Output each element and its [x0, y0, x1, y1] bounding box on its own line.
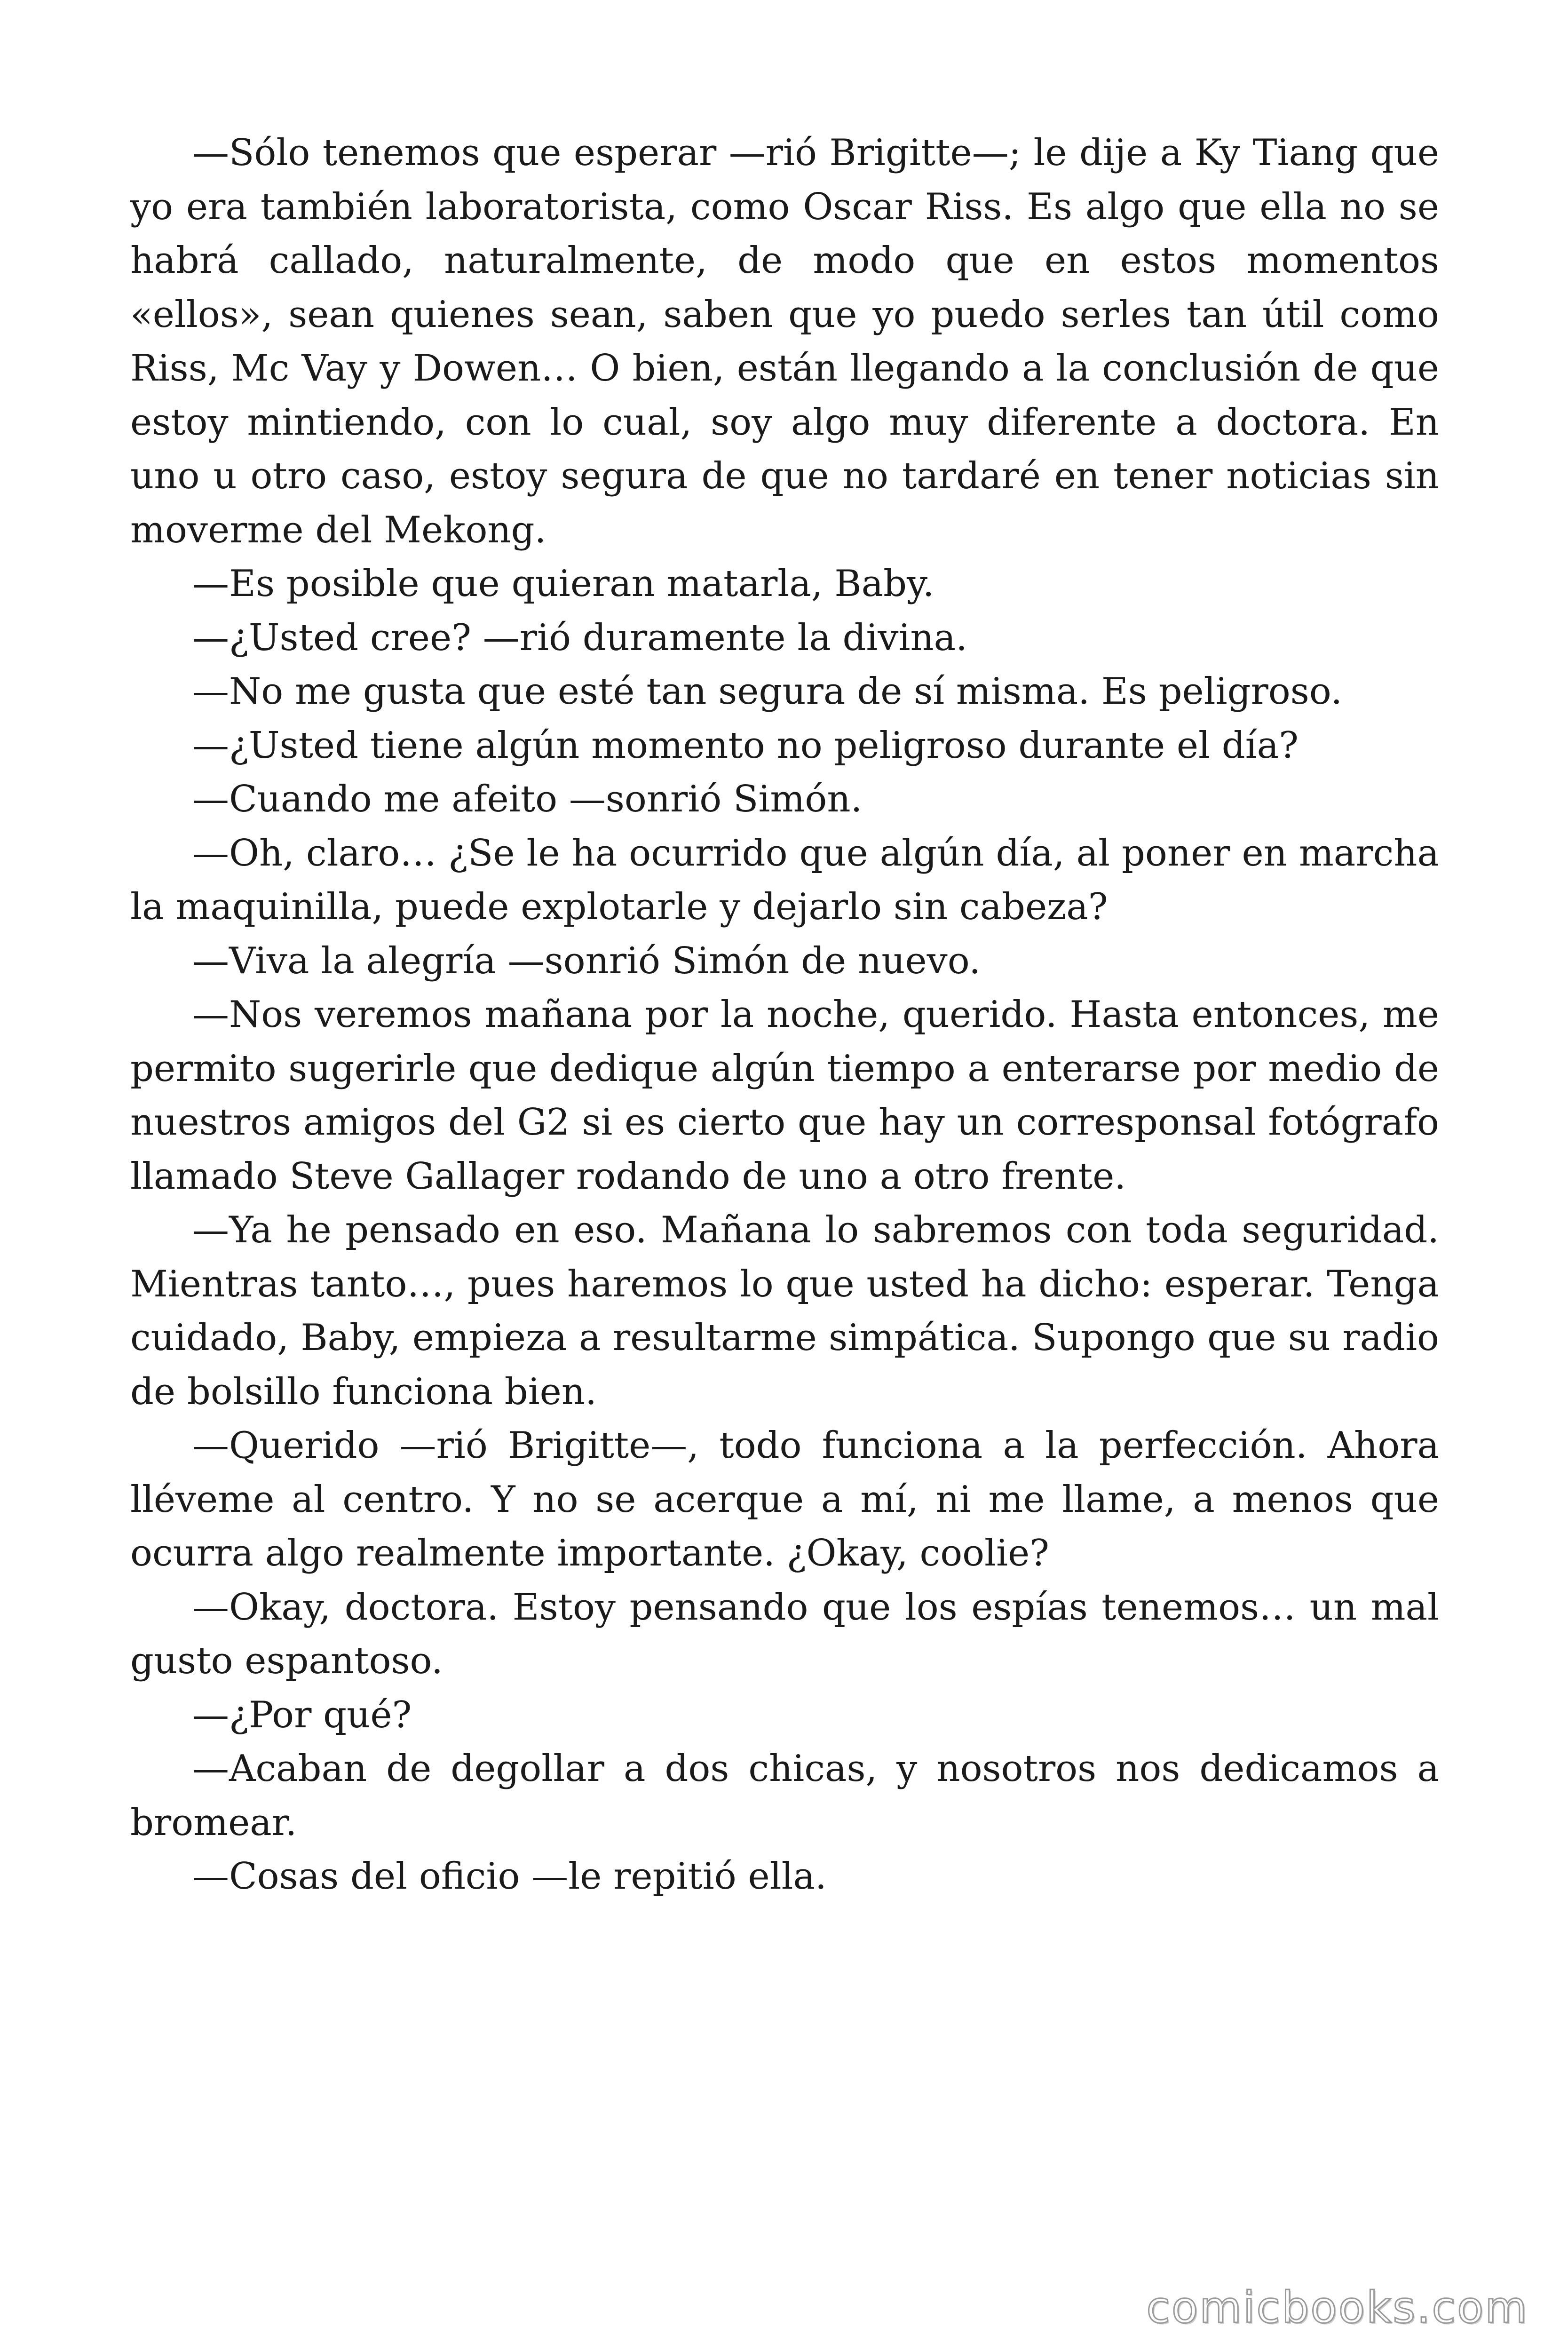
paragraph: —Ya he pensado en eso. Mañana lo sabremos con toda seguridad. Mientras tanto…, pues haremos lo que usted ha dicho: esperar. Tenga cuidado, Baby, empieza a resultarme simpática. Supongo que su radio de bolsillo funciona bien.	[130, 1209, 1439, 1413]
body-text	[130, 126, 1439, 1904]
paragraph: —Acaban de degollar a dos chicas, y nosotros nos dedicamos a bromear.	[130, 1748, 1439, 1844]
paragraph: —Querido —rió Brigitte—, todo funciona a la perfección. Ahora lléveme al centro. Y no se acerque a mí, ni me llame, a menos que ocurra algo realmente importante. ¿Okay, coolie?	[130, 1424, 1439, 1574]
paragraph: —¿Usted tiene algún momento no peligroso durante el día?	[192, 724, 1299, 767]
paragraph: —Okay, doctora. Estoy pensando que los espías tenemos… un mal gusto espantoso.	[130, 1586, 1439, 1682]
watermark: comicbooks.com	[1146, 2282, 1528, 2333]
paragraph: —Viva la alegría —sonrió Simón de nuevo.	[192, 939, 981, 982]
paragraph: —Nos veremos mañana por la noche, querido. Hasta entonces, me permito sugerirle que dedique algún tiempo a enterarse por medio de nuestros amigos del G2 si es cierto que hay un corresponsal fotógrafo llamado Steve Gallager rodando de uno a otro frente.	[130, 993, 1439, 1198]
paragraph: —Cuando me afeito —sonrió Simón.	[192, 778, 863, 820]
paragraph: —Oh, claro… ¿Se le ha ocurrido que algún día, al poner en marcha la maquinilla, puede explotarle y dejarlo sin cabeza?	[130, 832, 1439, 928]
paragraph: —No me gusta que esté tan segura de sí misma. Es peligroso.	[192, 670, 1343, 713]
paragraph: —¿Por qué?	[192, 1693, 412, 1736]
paragraph: —Es posible que quieran matarla, Baby.	[192, 563, 934, 605]
paragraph: —Cosas del oficio —le repitió ella.	[192, 1855, 827, 1898]
paragraph: —Sólo tenemos que esperar —rió Brigitte—; le dije a Ky Tiang que yo era también laboratorista, como Oscar Riss. Es algo que ella no se habrá callado, naturalmente, de modo que en estos momentos «ellos», sean quienes sean, saben que yo puedo serles tan útil como Riss, Mc Vay y Dowen… O bien, están llegando a la conclusión de que estoy mintiendo, con lo cual, soy algo muy diferente a doctora. En uno u otro caso, estoy segura de que no tardaré en tener noticias sin moverme del Mekong.	[130, 132, 1439, 551]
paragraph: —¿Usted cree? —rió duramente la divina.	[192, 616, 967, 659]
